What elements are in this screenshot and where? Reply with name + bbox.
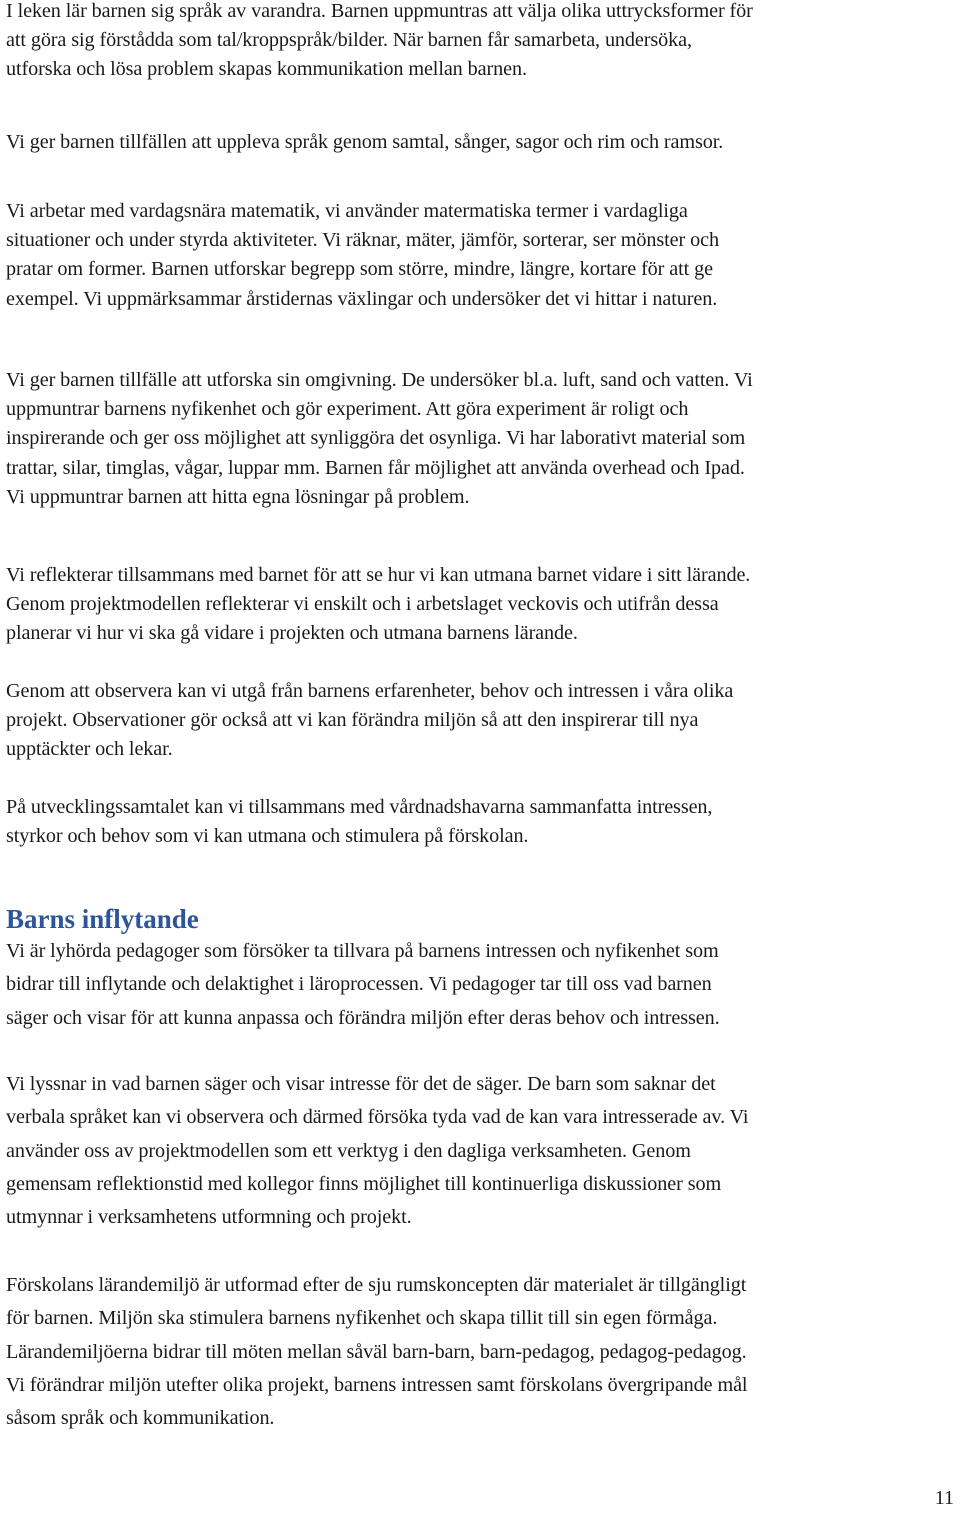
text-line: Vi uppmuntrar barnen att hitta egna lösningar på problem. <box>6 485 470 508</box>
text-line: gemensam reflektionstid med kollegor finns möjlighet till kontinuerliga diskussioner som <box>6 1172 722 1195</box>
text-line: Vi ger barnen tillfällen att uppleva språk genom samtal, sånger, sagor och rim och ramsor. <box>6 131 724 153</box>
text-line: I leken lär barnen sig språk av varandra. Barnen uppmuntras att välja olika uttrycksformer för <box>6 0 753 22</box>
text-line: Lärandemiljöerna bidrar till möten mellan såväl barn-barn, barn-pedagog, pedagog-pedagog. <box>6 1340 747 1363</box>
text-line: trattar, silar, timglas, vågar, luppar mm. Barnen får möjlighet att använda overhead och Ipad. <box>6 456 745 479</box>
paragraph <box>6 1068 956 1234</box>
text-line: På utvecklingssamtalet kan vi tillsammans med vårdnadshavarna sammanfatta intressen, <box>6 796 713 818</box>
text-line: bidrar till inflytande och delaktighet i läroprocessen. Vi pedagoger tar till oss vad barnen <box>6 973 712 996</box>
text-line: för barnen. Miljön ska stimulera barnens nyfikenhet och skapa tillit till sin egen förmåga. <box>6 1307 718 1330</box>
text-line: styrkor och behov som vi kan utmana och stimulera på förskolan. <box>6 825 529 848</box>
text-line: exempel. Vi uppmärksammar årstidernas växlingar och undersöker det vi hittar i naturen. <box>6 287 718 310</box>
text-line: säger och visar för att kunna anpassa och förändra miljön efter deras behov och intressen. <box>6 1006 720 1029</box>
text-line: upptäckter och lekar. <box>6 738 173 761</box>
text-line: såsom språk och kommunikation. <box>6 1407 275 1430</box>
text-line: Genom projektmodellen reflekterar vi enskilt och i arbetslaget veckovis och utifrån dessa <box>6 593 719 616</box>
text-line: pratar om former. Barnen utforskar begrepp som större, mindre, längre, kortare för att ge <box>6 258 713 281</box>
page-number: 11 <box>934 1487 954 1509</box>
text-line: Vi arbetar med vardagsnära matematik, vi använder matermatiska termer i vardagliga <box>6 200 688 222</box>
text-line: Vi förändrar miljön utefter olika projekt, barnens intressen samt förskolans övergripande mål <box>6 1373 748 1396</box>
text-line: utmynnar i verksamhetens utformning och projekt. <box>6 1206 412 1229</box>
text-line: planerar vi hur vi ska gå vidare i projekten och utmana barnens lärande. <box>6 622 578 645</box>
paragraph <box>6 366 956 512</box>
section-heading: Barns inflytande <box>6 904 199 934</box>
paragraph <box>6 128 956 157</box>
text-line: situationer och under styrda aktiviteter. Vi räknar, mäter, jämför, sorterar, ser mönster och <box>6 229 719 252</box>
text-line: projekt. Observationer gör också att vi kan förändra miljön så att den inspirerar till nya <box>6 709 699 732</box>
text-line: inspirerande och ger oss möjlighet att synliggöra det osynliga. Vi har laborativt material som <box>6 427 746 450</box>
text-line: Vi ger barnen tillfälle att utforska sin omgivning. De undersöker bl.a. luft, sand och vatten. Vi <box>6 369 753 391</box>
paragraph <box>6 197 956 314</box>
text-line: Förskolans lärandemiljö är utformad efter de sju rumskoncepten där materialet är tillgängligt <box>6 1274 747 1296</box>
text-line: Vi är lyhörda pedagoger som försöker ta tillvara på barnens intressen och nyfikenhet som <box>6 940 719 962</box>
paragraph <box>6 793 956 851</box>
text-line: verbala språket kan vi observera och därmed försöka tyda vad de kan vara intresserade av. Vi <box>6 1106 749 1129</box>
paragraph <box>6 561 956 649</box>
paragraph <box>6 677 956 765</box>
text-line: utforska och lösa problem skapas kommunikation mellan barnen. <box>6 58 527 81</box>
text-line: uppmuntrar barnens nyfikenhet och gör experiment. Att göra experiment är roligt och <box>6 398 689 421</box>
text-line: Vi reflekterar tillsammans med barnet för att se hur vi kan utmana barnet vidare i sitt lärande. <box>6 564 751 586</box>
text-line: Vi lyssnar in vad barnen säger och visar intresse för det de säger. De barn som saknar det <box>6 1073 716 1095</box>
text-line: Genom att observera kan vi utgå från barnens erfarenheter, behov och intressen i våra olika <box>6 680 734 702</box>
text-line: använder oss av projektmodellen som ett verktyg i den dagliga verksamheten. Genom <box>6 1139 691 1162</box>
paragraph <box>6 1269 956 1435</box>
paragraph <box>6 935 956 1035</box>
text-line: att göra sig förstådda som tal/kroppspråk/bilder. När barnen får samarbeta, undersöka, <box>6 29 692 52</box>
paragraph <box>6 0 956 85</box>
